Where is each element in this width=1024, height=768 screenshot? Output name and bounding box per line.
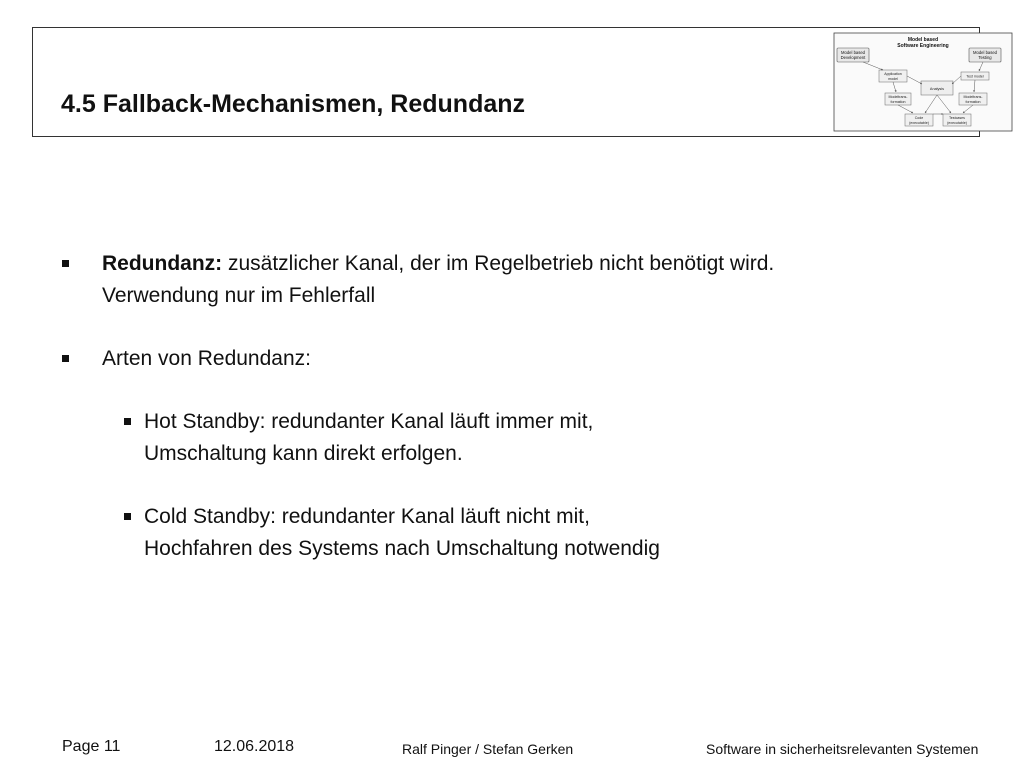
square-bullet-icon [124,418,131,425]
bullet-redundanz-text: zusätzlicher Kanal, der im Regelbetrieb nicht benötigt wird. [222,252,775,275]
diagram-analysis-label: Analysis [929,87,945,91]
cold-standby-line2: Hochfahren des Systems nach Umschaltung notwendig [144,537,660,560]
diagram-app-model-1: Application [884,72,902,76]
bullet-redundanz-term: Redundanz: [102,252,223,275]
diagram-trans-left-2: formation [890,100,906,104]
content-list [62,248,982,565]
footer-date: 12.06.2018 [214,738,295,755]
diagram-testcases-2: (executable) [947,121,967,125]
bullet-arten-text: Arten von Redundanz: [102,347,311,370]
spacer [62,375,982,406]
sub-bullet-cold-standby [62,501,982,565]
diagram-test-1: Model based [973,50,997,55]
diagram-test-model-label: Test model [966,74,984,79]
spacer [62,470,982,501]
spacer [62,312,982,343]
mbse-diagram [833,32,1013,132]
hot-standby-line2: Umschaltung kann direkt erfolgen. [144,442,463,465]
square-bullet-icon [124,513,131,520]
diagram-testcases-1: Testcases [949,116,965,120]
diagram-trans-right-1: Modeltrans- [963,95,983,99]
mbse-diagram-svg [833,32,1013,132]
hot-standby-line1: Hot Standby: redundanter Kanal läuft immer mit, [144,410,594,433]
header-box [32,27,997,137]
sub-bullet-hot-standby [62,406,982,470]
bullet-arten [62,343,982,375]
diagram-title-1: Model based [907,37,939,43]
diagram-code-1: Code [914,116,924,120]
diagram-dev-1: Model based [841,50,865,55]
bullet-redundanz-line1 [102,248,982,280]
diagram-trans-right-2: formation [965,100,981,104]
bullet-redundanz [62,248,982,312]
footer-course: Software in sicherheitsrelevanten Systemen [706,741,979,757]
square-bullet-icon [62,355,69,362]
slide-title: 4.5 Fallback-Mechanismen, Redundanz [61,90,526,118]
footer-page-number: Page 11 [62,738,121,755]
cold-standby-line1: Cold Standby: redundanter Kanal läuft nicht mit, [144,505,590,528]
footer-authors: Ralf Pinger / Stefan Gerken [402,741,574,757]
diagram-app-model-2: model [888,77,898,81]
diagram-dev-2: Development [840,55,866,60]
diagram-trans-left-1: Modeltrans- [888,95,908,99]
bullet-redundanz-line2: Verwendung nur im Fehlerfall [102,284,376,307]
diagram-test-2: Testing [978,55,992,60]
diagram-title-2: Software Engineering [897,43,949,49]
square-bullet-icon [62,260,69,267]
diagram-code-2: (executable) [909,121,929,125]
